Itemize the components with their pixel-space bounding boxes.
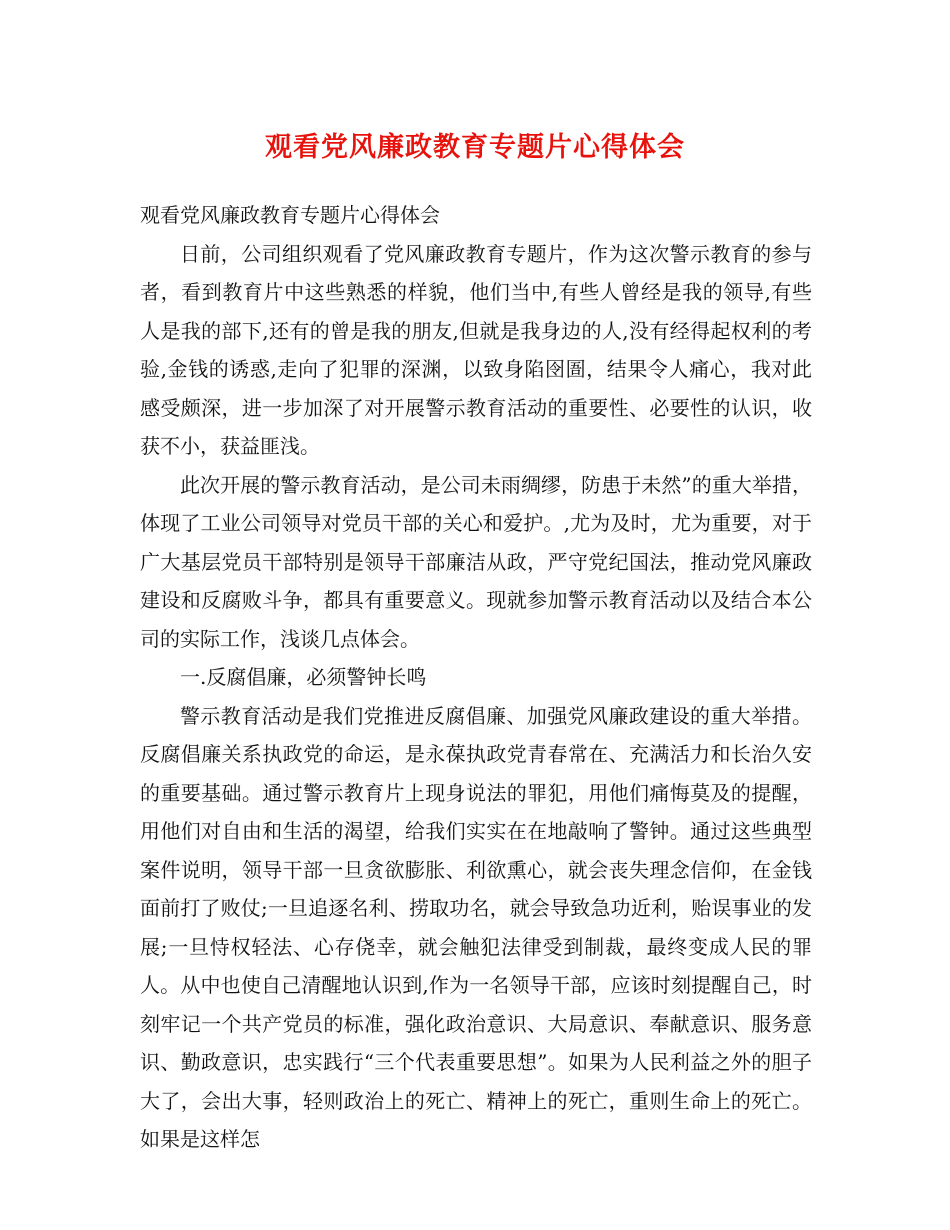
document-body: [140, 196, 812, 1159]
paragraph-warning: 警示教育活动是我们党推进反腐倡廉、加强党风廉政建设的重大举措。反腐倡廉关系执政党的命运，是永葆执政党青春常在、充满活力和长治久安的重要基础。通过警示教育片上现身说法的罪犯，用他们痛悔莫及的提醒，用他们对自由和生活的渴望，给我们实实在在地敲响了警钟。通过这些典型案件说明，领导干部一旦贪欲膨胀、利欲熏心，就会丧失理念信仰，在金钱面前打了败仗;一旦追逐名利、捞取功名，就会导致急功近利，贻误事业的发展;一旦恃权轻法、心存侥幸，就会触犯法律受到制裁，最终变成人民的罪人。从中也使自己清醒地认识到,作为一名领导干部，应该时刻提醒自己，时刻牢记一个共产党员的标准，强化政治意识、大局意识、奉献意识、服务意识、勤政意识，忠实践行“三个代表重要思想”。如果为人民利益之外的胆子大了，会出大事，轻则政治上的死亡、精神上的死亡，重则生命上的死亡。如果是这样怎: [140, 703, 812, 1151]
document-subtitle: 观看党风廉政教育专题片心得体会: [140, 203, 440, 227]
paragraph-intro: 日前，公司组织观看了党风廉政教育专题片，作为这次警示教育的参与者，看到教育片中这些熟悉的样貌，他们当中,有些人曾经是我的领导,有些人是我的部下,还有的曾是我的朋友,但就是我身边的人,没有经得起权利的考验,金钱的诱惑,走向了犯罪的深渊，以致身陷囹圄，结果令人痛心，我对此感受颇深，进一步加深了对开展警示教育活动的重要性、必要性的认识，收获不小，获益匪浅。: [140, 241, 812, 458]
paragraph-measures: 此次开展的警示教育活动，是公司未雨绸缪，防患于未然”的重大举措，体现了工业公司领导对党员干部的关心和爱护。,尤为及时，尤为重要，对于广大基层党员干部特别是领导干部廉洁从政，严守党纪国法，推动党风廉政建设和反腐败斗争，都具有重要意义。现就参加警示教育活动以及结合本公司的实际工作，浅谈几点体会。: [140, 472, 812, 651]
section-heading: 一.反腐倡廉，必须警钟长鸣: [180, 665, 427, 689]
document-title: 观看党风廉政教育专题片心得体会: [265, 132, 685, 163]
